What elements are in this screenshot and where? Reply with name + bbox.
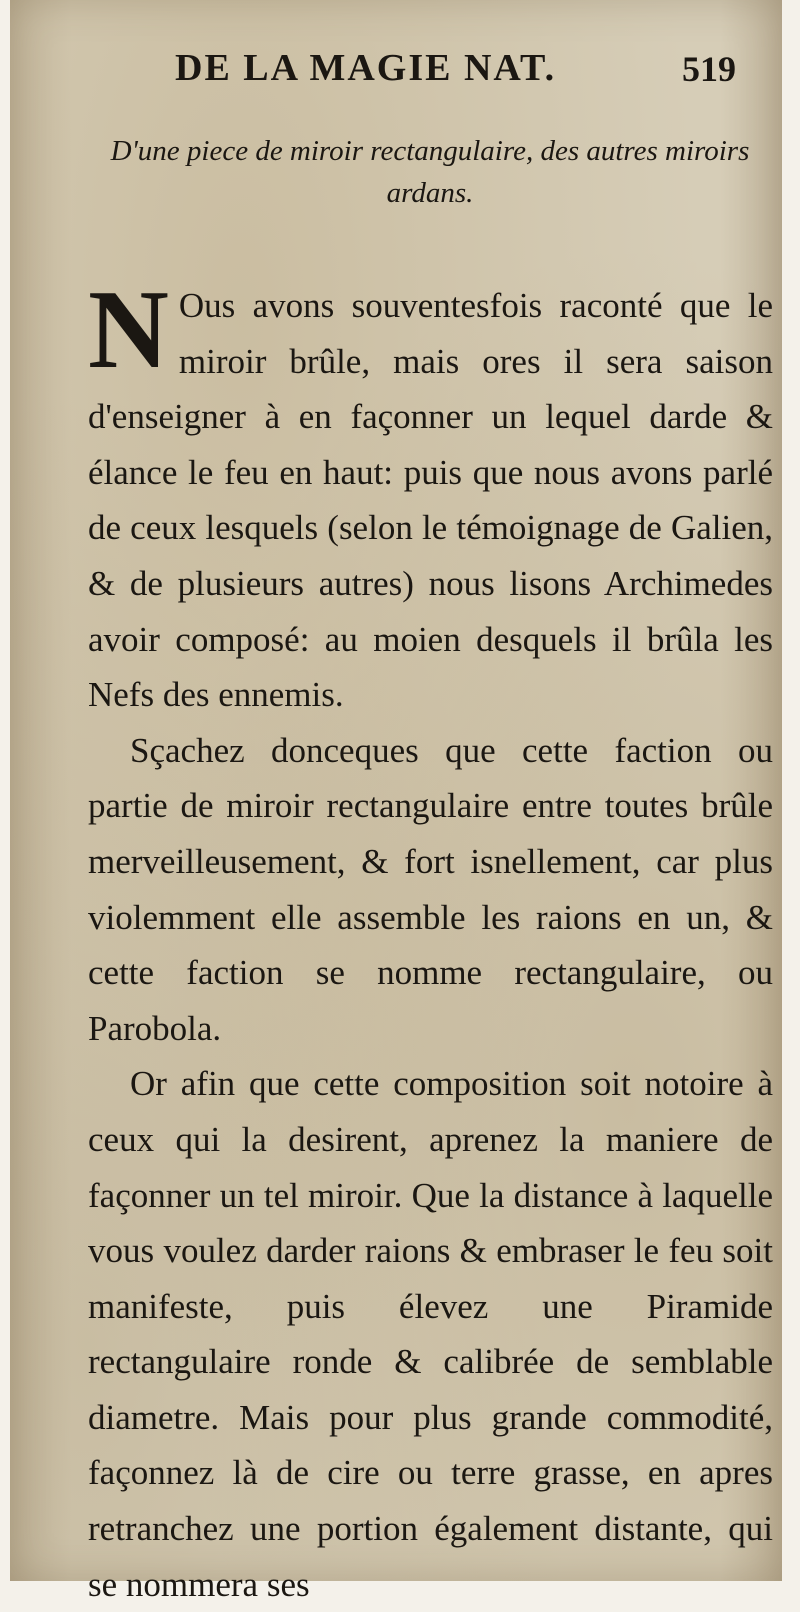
paragraph-1 (88, 268, 773, 723)
section-subtitle: D'une piece de miroir rectangulaire, des autres miroirs ardans. (110, 135, 750, 209)
paragraph-2: Sçachez donceques que cette faction ou partie de miroir rectangulaire entre toutes brûle merveilleusement, & fort isnellement, car plus violemment elle assemble les raions en un, & cette faction se nomme rectangulaire, ou Parobola. (88, 730, 773, 1048)
body-text (88, 268, 773, 1612)
drop-cap: N (88, 268, 169, 392)
page-header (10, 38, 782, 98)
page-number: 519 (682, 49, 736, 89)
running-title: DE LA MAGIE NAT. (175, 47, 557, 89)
paragraph-3: Or afin que cette composition soit notoire à ceux qui la desirent, aprenez la maniere de façonner un tel miroir. Que la distance à laquelle vous voulez darder raions & embraser le feu soit manifeste, puis élevez une Piramide rectangulaire ronde & calibrée de semblable diametre. Mais pour plus grande commodité, façonnez là de cire ou terre grasse, en apres retranchez une portion également distante, qui se nommera ses (88, 1064, 773, 1604)
book-page (10, 0, 782, 1604)
paragraph-1-text: Ous avons souventesfois raconté que le miroir brûle, mais ores il sera saison d'enseigner à en façonner un lequel darde & élance le feu en haut: puis que nous avons parlé de ceux lesquels (selon le témoignage de Galien, & de plusieurs autres) nous lisons Archimedes avoir composé: au moien desquels il brûla les Nefs des ennemis. (88, 286, 773, 715)
